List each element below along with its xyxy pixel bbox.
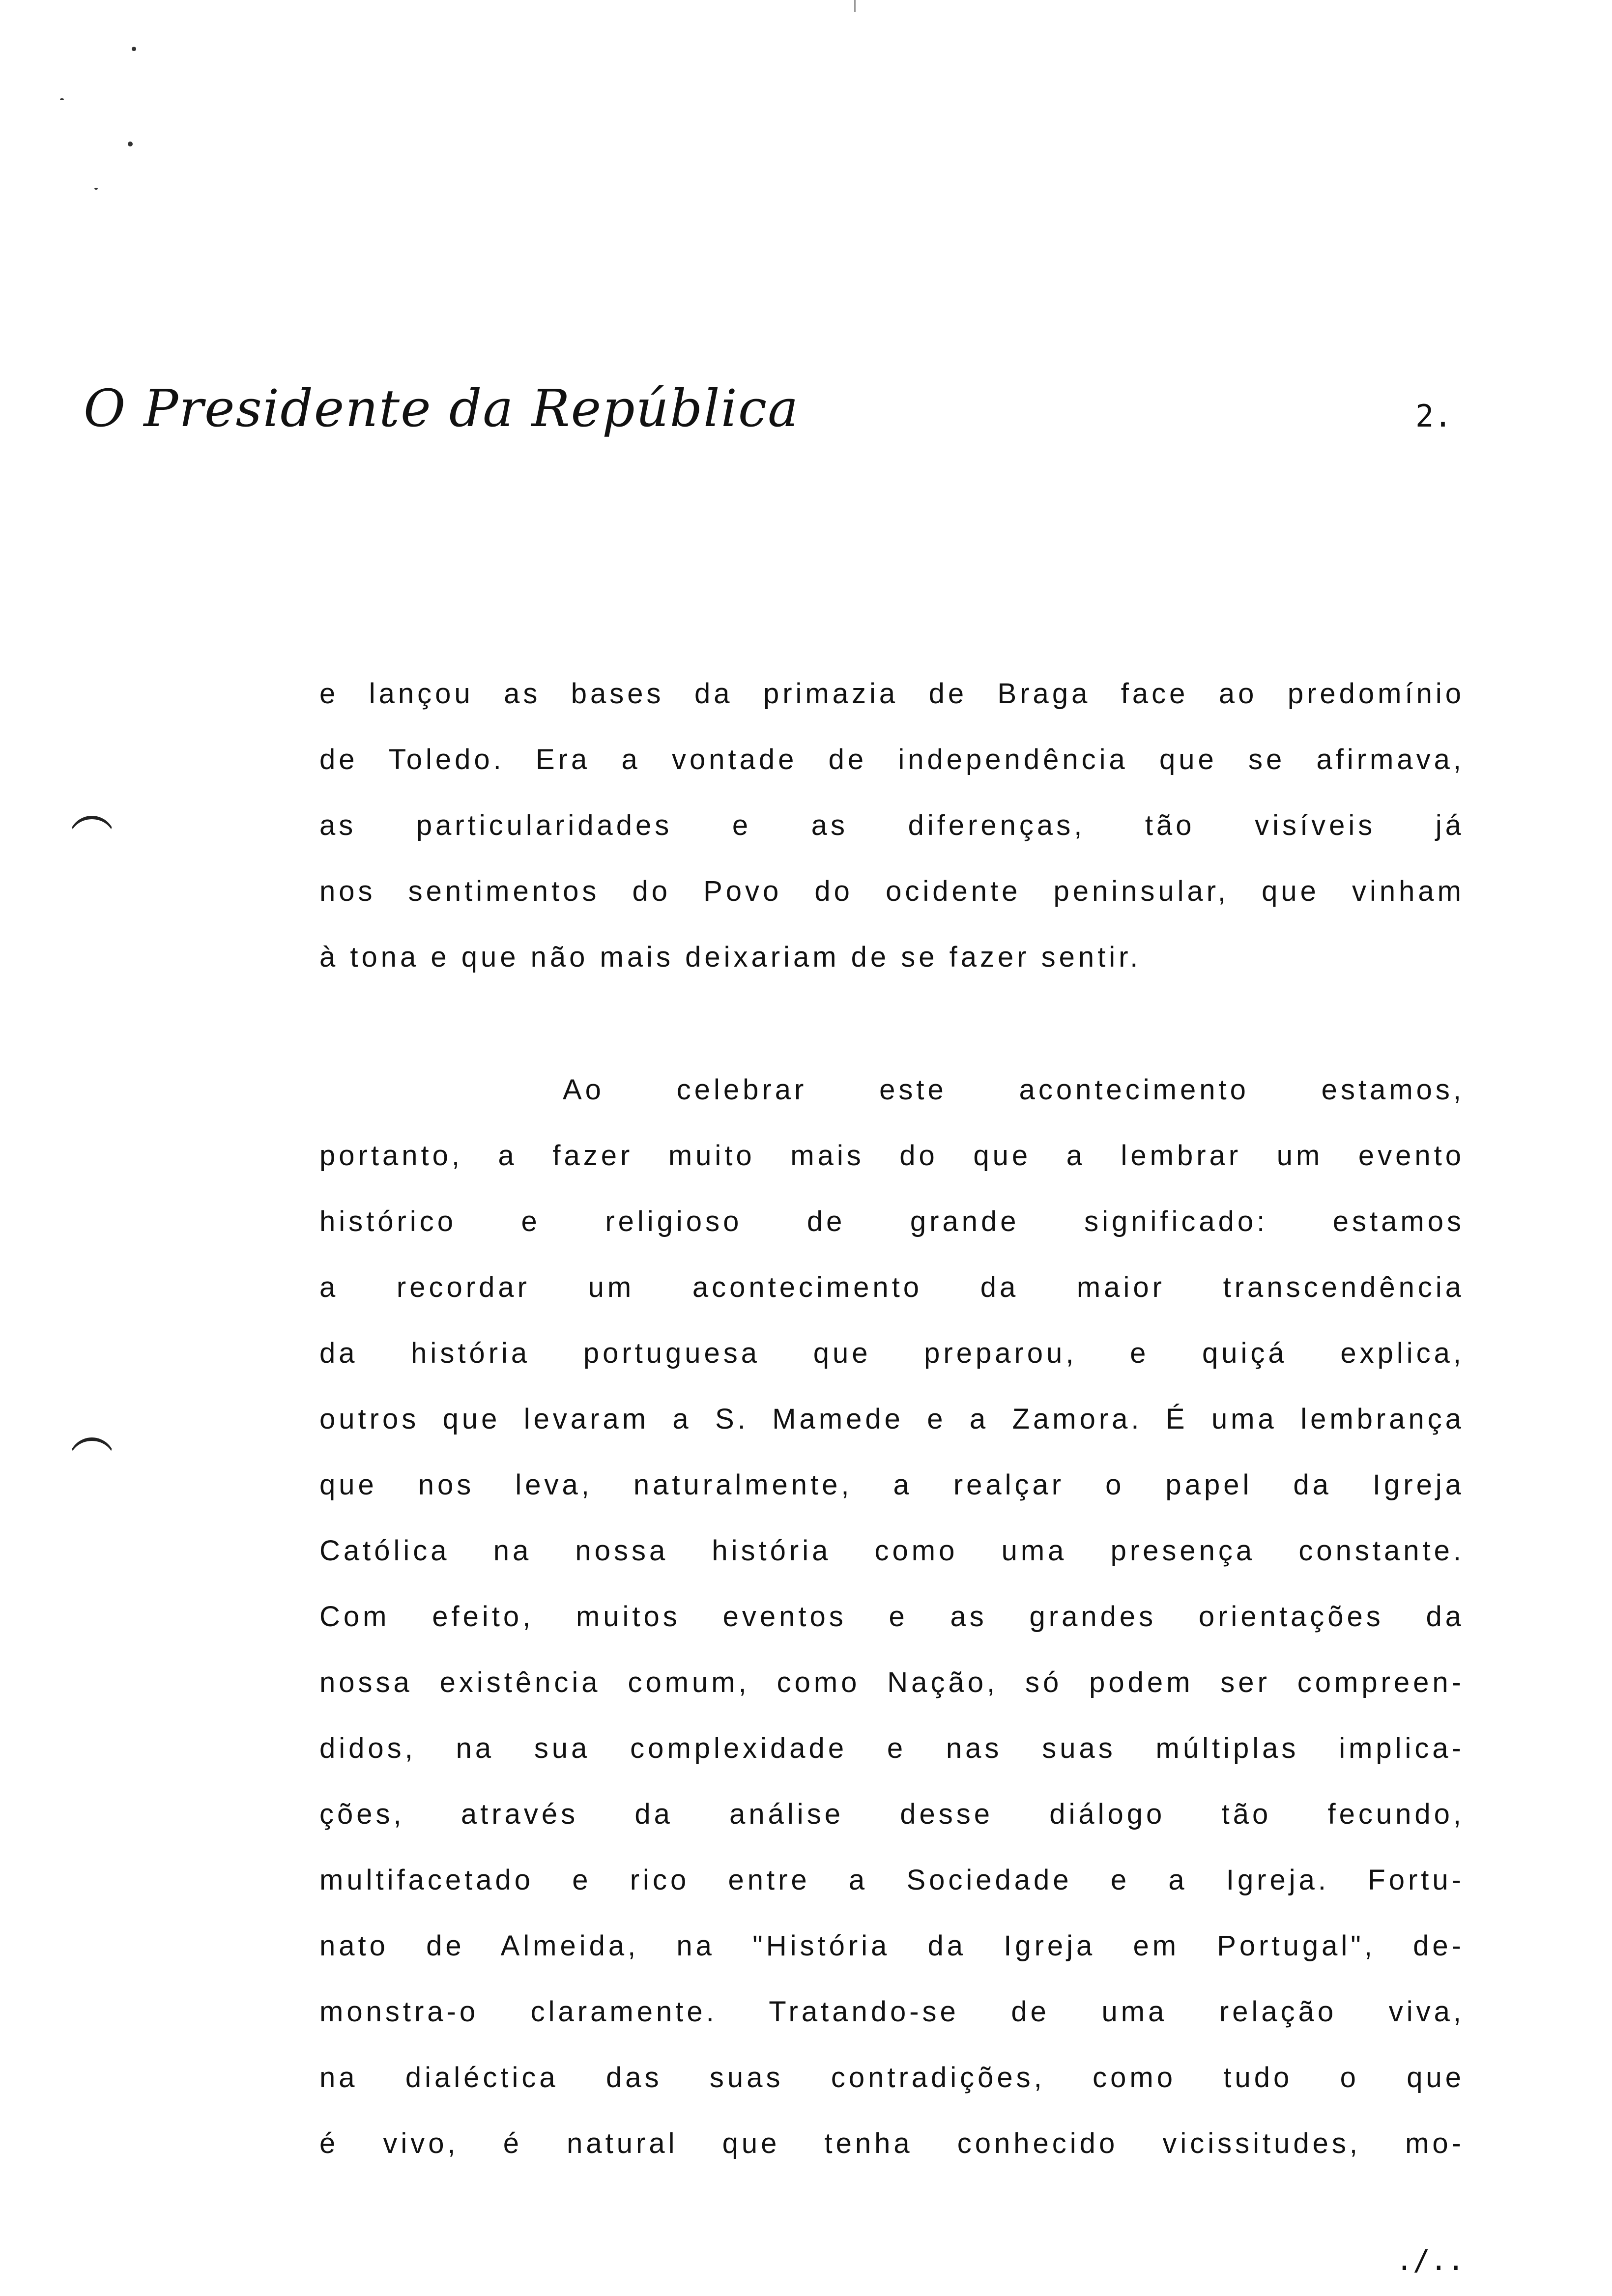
text-line: é vivo, é natural que tenha conhecido vicissitudes, mo- xyxy=(319,2127,1465,2159)
punch-hole-mark xyxy=(69,816,115,841)
text-line: Ao celebrar este acontecimento estamos, xyxy=(563,1074,1465,1106)
text-line: monstra-o claramente. Tratando-se de uma relação viva, xyxy=(319,1996,1465,2028)
text-line: e lançou as bases da primazia de Braga face ao predomínio xyxy=(319,678,1465,710)
text-line: nato de Almeida, na "História da Igreja em Portugal", de- xyxy=(319,1930,1465,1962)
text-line: multifacetado e rico entre a Sociedade e a Igreja. Fortu- xyxy=(319,1864,1465,1896)
letterhead: O Presidente da República xyxy=(84,378,800,438)
text-line: de Toledo. Era a vontade de independência que se afirmava, xyxy=(319,744,1465,775)
text-line: portanto, a fazer muito mais do que a lembrar um evento xyxy=(319,1140,1465,1172)
text-line: na dialéctica das suas contradições, como tudo o que xyxy=(319,2062,1465,2094)
text-line: as particularidades e as diferenças, tão visíveis já xyxy=(319,809,1465,841)
text-line: histórico e religioso de grande significado: estamos xyxy=(319,1205,1465,1237)
paragraph-2 xyxy=(319,1057,1465,2177)
scan-speck xyxy=(132,47,136,51)
punch-hole-mark xyxy=(69,1437,115,1463)
text-line: que nos leva, naturalmente, a realçar o papel da Igreja xyxy=(319,1469,1465,1501)
text-line: didos, na sua complexidade e nas suas múltiplas implica- xyxy=(319,1732,1465,1764)
scan-speck xyxy=(94,188,98,190)
continuation-mark: ./.. xyxy=(1396,2243,1465,2277)
text-line: outros que levaram a S. Mamede e a Zamora. É uma lembrança xyxy=(319,1403,1465,1435)
body-text xyxy=(319,661,1465,2177)
text-line: a recordar um acontecimento da maior transcendência xyxy=(319,1271,1465,1303)
scan-speck xyxy=(128,142,133,146)
scan-mark xyxy=(854,0,856,12)
scan-speck xyxy=(60,98,64,100)
page-number: 2. xyxy=(1415,398,1452,434)
text-line: da história portuguesa que preparou, e quiçá explica, xyxy=(319,1337,1465,1369)
text-line: Com efeito, muitos eventos e as grandes orientações da xyxy=(319,1601,1465,1633)
text-line: à tona e que não mais deixariam de se fazer sentir. xyxy=(319,941,1142,973)
text-line: nos sentimentos do Povo do ocidente peninsular, que vinham xyxy=(319,875,1465,907)
text-line: nossa existência comum, como Nação, só podem ser compreen- xyxy=(319,1666,1465,1698)
text-line: Católica na nossa história como uma presença constante. xyxy=(319,1535,1465,1567)
paragraph-1 xyxy=(319,661,1465,990)
text-line: ções, através da análise desse diálogo tão fecundo, xyxy=(319,1798,1465,1830)
